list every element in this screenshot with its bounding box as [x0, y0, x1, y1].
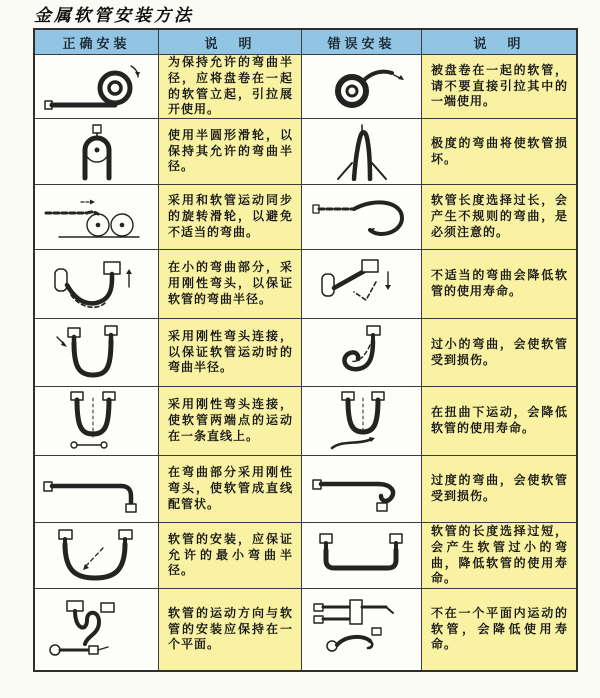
extreme-bend-figure: [310, 123, 414, 181]
wrong-description-text: 过小的弯曲，会使软管受到损伤。: [431, 336, 568, 367]
wrong-figure-cell: [302, 589, 422, 670]
table-row: [35, 185, 576, 250]
correct-description-text: 软管的运动方向与软管的安装应保持在一个平面。: [168, 605, 293, 652]
standing-coil-unroll-figure: [41, 59, 153, 115]
correct-figure-cell: [35, 250, 159, 318]
wrong-description: [422, 250, 576, 318]
wrong-description: [422, 387, 576, 455]
wrong-description: [422, 456, 576, 522]
multi-plane-motion-figure: [310, 598, 414, 662]
table-row: [35, 387, 576, 456]
wrong-description-text: 不适当的弯曲会降低软管的使用寿命。: [431, 268, 568, 298]
straight-run-elbow-figure: [41, 460, 153, 518]
table-row: [35, 319, 576, 387]
correct-description: [159, 456, 302, 522]
correct-figure-cell: [35, 589, 159, 670]
header-correct-description: 说 明: [159, 30, 302, 54]
correct-description: [159, 589, 302, 670]
correct-description: [159, 523, 302, 588]
wrong-description: [422, 55, 576, 118]
semicircular-pulley-figure: [41, 123, 153, 181]
wrong-description-text: 过度的弯曲，会使软管受到损伤。: [431, 473, 568, 503]
too-short-flat-u-figure: [310, 526, 414, 586]
too-small-bend-hook-figure: [310, 323, 414, 383]
table-row: [35, 250, 576, 319]
table-row: [35, 456, 576, 523]
wrong-figure-cell: [302, 456, 422, 522]
correct-description-text: 在弯曲部分采用刚性弯头，使软管成直线配管状。: [168, 465, 293, 511]
correct-description: [159, 387, 302, 455]
u-loop-twisted-motion-figure: [310, 390, 414, 452]
wrong-description-text: 软管长度选择过长，会产生不规则的弯曲，是必须注意的。: [431, 193, 568, 239]
wrong-description: [422, 185, 576, 249]
wrong-description: [422, 523, 576, 588]
correct-description-text: 采用刚性弯头连接，使软管两端点的运动在一条直线上。: [168, 397, 293, 443]
correct-figure-cell: [35, 387, 159, 455]
header-wrong-install: 错误安装: [302, 30, 422, 54]
wrong-description: [422, 589, 576, 670]
correct-description: [159, 119, 302, 184]
correct-figure-cell: [35, 185, 159, 249]
correct-description-text: 采用和软管运动同步的旋转滑轮，以避免不适当的弯曲。: [168, 193, 293, 239]
wrong-figure-cell: [302, 185, 422, 249]
wrong-figure-cell: [302, 523, 422, 588]
correct-description-text: 软管的安装，应保证允许的最小弯曲半径。: [168, 531, 293, 578]
single-plane-motion-figure: [41, 598, 153, 662]
correct-description: [159, 55, 302, 118]
correct-description: [159, 185, 302, 249]
minimum-bend-radius-u-figure: [41, 526, 153, 586]
correct-description-text: 采用刚性弯头连接，以保证软管运动时的弯曲半径。: [168, 328, 293, 375]
correct-figure-cell: [35, 319, 159, 386]
correct-figure-cell: [35, 119, 159, 184]
correct-figure-cell: [35, 456, 159, 522]
rigid-elbow-small-bend-figure: [41, 253, 153, 315]
improper-angled-bend-figure: [310, 254, 414, 314]
overlong-hose-loop-figure: [310, 189, 414, 245]
correct-figure-cell: [35, 523, 159, 588]
correct-description-text: 使用半圆形滑轮，以保持其允许的弯曲半径。: [168, 127, 293, 174]
correct-description-text: 在小的弯曲部分，采用刚性弯头，以保证软管的弯曲半径。: [168, 260, 293, 306]
wrong-figure-cell: [302, 319, 422, 386]
table-row: [35, 523, 576, 589]
wrong-description-text: 在扭曲下运动，会降低软管的使用寿命。: [431, 405, 568, 435]
wrong-description-text: 软管的长度选择过短，会产生软管过小的弯曲，降低软管的使用寿命。: [431, 523, 568, 586]
header-correct-install: 正确安装: [35, 30, 159, 54]
coil-pulled-from-end-figure: [310, 59, 414, 115]
rigid-elbow-u-loop-figure: [41, 323, 153, 383]
u-loop-inline-motion-figure: [41, 390, 153, 452]
wrong-figure-cell: [302, 250, 422, 318]
wrong-figure-cell: [302, 119, 422, 184]
wrong-description: [422, 119, 576, 184]
overbent-elbow-figure: [310, 460, 414, 518]
correct-description-text: 为保持允许的弯曲半径，应将盘卷在一起的软管立起，引拉展开使用。: [168, 55, 293, 117]
wrong-description-text: 极度的弯曲将使软管损坏。: [431, 135, 568, 166]
wrong-description: [422, 319, 576, 386]
correct-description: [159, 250, 302, 318]
wrong-figure-cell: [302, 55, 422, 118]
table-header-row: [35, 30, 576, 55]
wrong-figure-cell: [302, 387, 422, 455]
header-wrong-description: 说 明: [422, 30, 576, 54]
correct-figure-cell: [35, 55, 159, 118]
table-row: [35, 55, 576, 119]
installation-table: [33, 28, 578, 672]
wrong-description-text: 不在一个平面内运动的软管，会降低使用寿命。: [431, 605, 568, 652]
table-row: [35, 589, 576, 670]
synchronized-rollers-figure: [41, 189, 153, 245]
page-title: 金属软管安装方法: [34, 6, 194, 26]
table-row: [35, 119, 576, 185]
correct-description: [159, 319, 302, 386]
wrong-description-text: 被盘卷在一起的软管，请不要直接引拉其中的一端使用。: [431, 62, 568, 109]
